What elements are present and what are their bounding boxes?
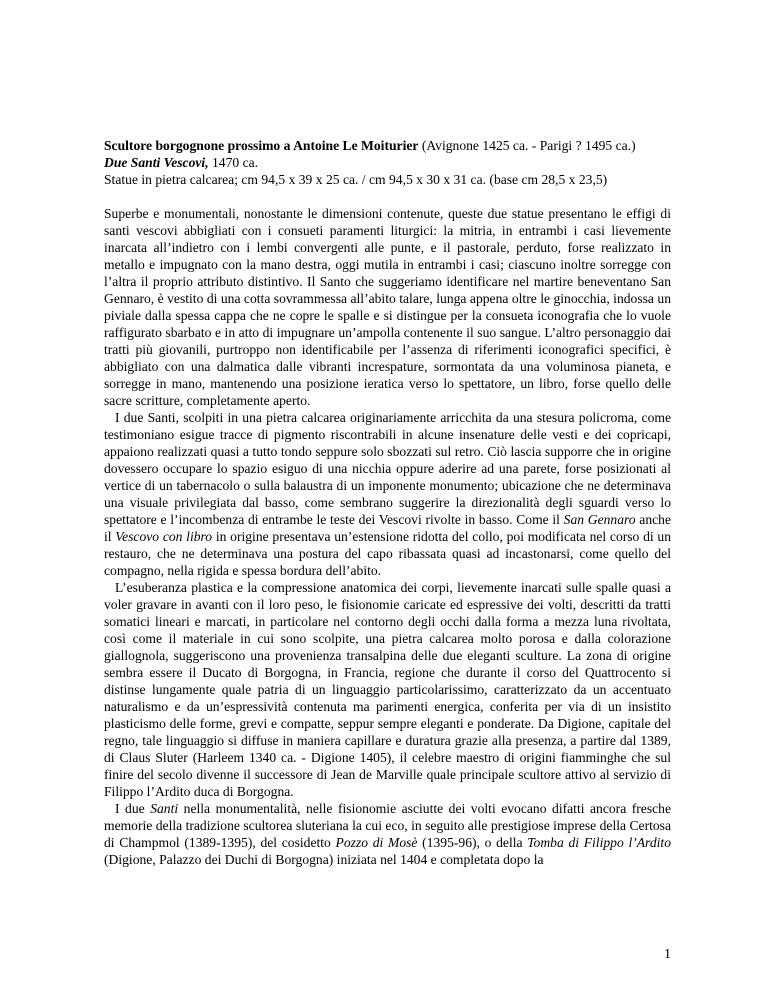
paragraph-2: I due Santi, scolpiti in una pietra calcarea originariamente arricchita da una stesura policroma, come testimoniano esigue tracce di pigmento riscontrabili in alcune insenature delle vesti e dei copricapi, appaiono realizzati quasi a tutto tondo seppure solo sbozzati sul retro. Ciò lascia supporre che in origine dovessero occupare lo spazio esiguo di una nicchia oppure aderire ad una parete, forse posizionati al vertice di un tabernacolo o sulla balaustra di un imponente monumento; ubicazione che ne determinava una visuale privilegiata dal basso, come sembrano suggerire la direzionalità degli sguardi verso lo spettatore e l’incombenza di entrambe le teste dei Vescovi rivolte in basso. Come il San Gennaro anche il Vescovo con libro in origine presentava un’estensione ridotta del collo, poi modificata nel corso di un restauro, che ne determinava una postura del capo ribassata quasi ad incastonarsi, come quello del compagno, nella rigida e spessa bordura dell’abito. <box>104 410 671 578</box>
document-body <box>104 137 671 868</box>
artwork-heading <box>104 137 671 188</box>
materials-line: Statue in pietra calcarea; cm 94,5 x 39 x 25 ca. / cm 94,5 x 30 x 31 ca. (base cm 28,5 x 23,5) <box>104 172 608 187</box>
paragraph-3: L’esuberanza plastica e la compressione anatomica dei corpi, lievemente inarcati sulle spalle quasi a voler gravare in avanti con il loro peso, le fisionomie caricate ed espressive dei volti, descritti da tratti somatici lineari e marcati, in particolare nel contorno degli occhi dalla forma a mezza luna rivoltata, così come il materiale in cui sono scolpite, una pietra calcarea molto porosa e dalla colorazione giallognola, suggeriscono una provenienza transalpina delle due eleganti sculture. La zona di origine sembra essere il Ducato di Borgogna, in Francia, regione che durante il corso del Quattrocento si distinse lungamente quale patria di un linguaggio particolarissimo, caratterizzato da un accentuato naturalismo e da un’espressività contenuta ma parimenti energica, conferita per via di un insistito plasticismo delle forme, grevi e compatte, seppur sempre eleganti e ponderate. Da Digione, capitale del regno, tale linguaggio si diffuse in maniera capillare e duratura grazie alla presenza, a partire dal 1389, di Claus Sluter (Harleem 1340 ca. - Digione 1405), il celebre maestro di origini fiamminghe che sul finire del secolo divenne il successore di Jean de Marville quale principale scultore attivo al servizio di Filippo l’Ardito duca di Borgogna. <box>104 580 671 799</box>
paragraph-1: Superbe e monumentali, nonostante le dimensioni contenute, queste due statue presentano le effigi di santi vescovi abbigliati con i consueti paramenti liturgici: la mitria, in entrambi i casi lievemente inarcata all’indietro con i lembi convergenti alle punte, e il pastorale, perduto, forse realizzato in metallo e impugnato con la mano destra, oggi mutila in entrambi i casi; ciascuno inoltre sorregge con l’altra il proprio attributo distintivo. Il Santo che suggeriamo identificare nel martire beneventano San Gennaro, è vestito di una cotta sovrammessa all’abito talare, lunga appena oltre le ginocchia, indossa un piviale dalla spessa cappa che ne copre le spalle e si distingue per la consueta iconografia che lo vuole raffigurato sbarbato e in atto di impugnare un’ampolla contenente il suo sangue. L’altro personaggio dai tratti più giovanili, purtroppo non identificabile per l’assenza di riferimenti iconografici specifici, è abbigliato con una dalmatica dalle vibranti increspature, sormontata da una voluminosa pianeta, e sorregge in mano, mantenendo una posizione ieratica verso lo spettatore, un libro, forse quello delle sacre scritture, completamente aperto. <box>104 206 671 408</box>
artwork-title: Due Santi Vescovi, <box>104 155 209 170</box>
author-dates: (Avignone 1425 ca. - Parigi ? 1495 ca.) <box>418 138 636 153</box>
author-name: Scultore borgognone prossimo a Antoine Le Moiturier <box>104 138 419 153</box>
paragraph-4: I due Santi nella monumentalità, nelle fisionomie asciutte dei volti evocano difatti ancora fresche memorie della tradizione scultorea sluteriana la cui eco, in seguito alle prestigiose imprese della Certosa di Champmol (1389-1395), del cosidetto Pozzo di Mosè (1395-96), o della Tomba di Filippo l’Ardito (Digione, Palazzo dei Duchi di Borgogna) iniziata nel 1404 e completata dopo la <box>104 801 671 867</box>
artwork-date: 1470 ca. <box>208 155 259 170</box>
title-line <box>104 154 671 171</box>
page-number: 1 <box>664 947 671 962</box>
author-line <box>104 137 671 154</box>
